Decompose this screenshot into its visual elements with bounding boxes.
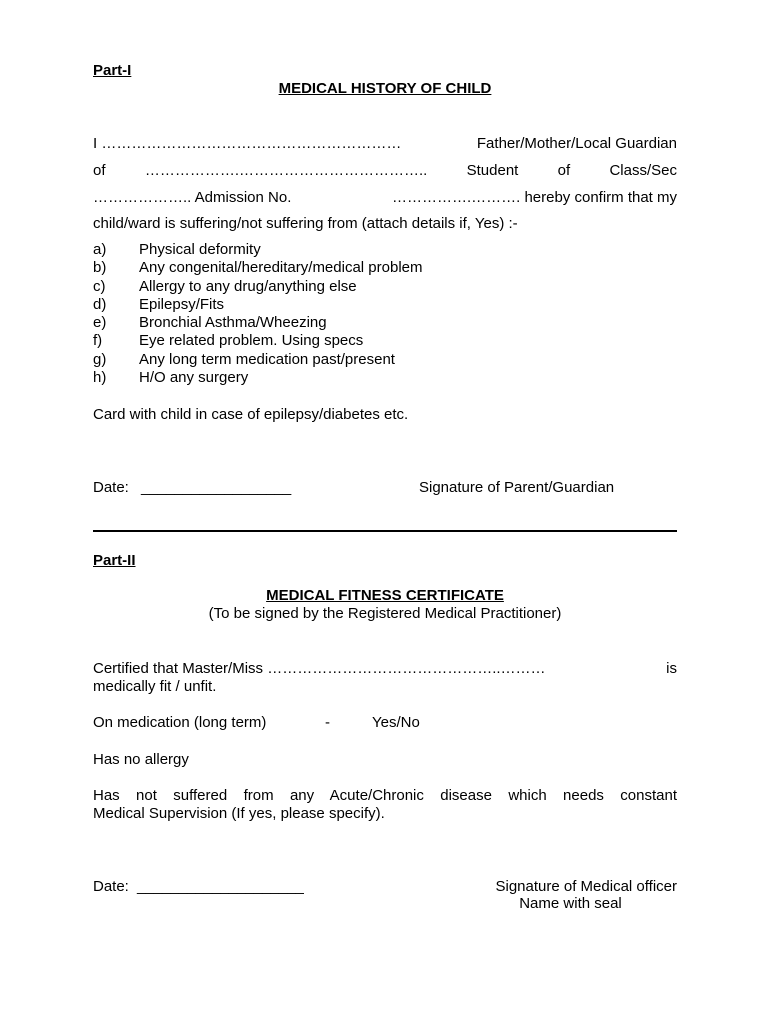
part1-date-field — [93, 479, 291, 496]
list-item: d) Epilepsy/Fits — [93, 295, 225, 313]
name-with-seal-label: Name with seal — [519, 895, 622, 912]
part2-title: MEDICAL FITNESS CERTIFICATE — [266, 587, 504, 604]
part2-date-field — [93, 878, 304, 895]
of-text: of — [93, 162, 106, 179]
list-item: g) Any long term medication past/present — [93, 350, 395, 368]
guardian-name-blank: I …………………………………………………… — [93, 135, 402, 152]
medication-value: Yes/No — [372, 714, 420, 731]
fit-unfit-text: medically fit / unfit. — [93, 678, 217, 695]
medication-dash: - — [325, 714, 330, 731]
list-item: h) H/O any surgery — [93, 369, 249, 387]
parent-signature-label: Signature of Parent/Guardian — [419, 479, 615, 496]
part2-label: Part-II — [93, 552, 136, 569]
medication-label: On medication (long term) — [93, 714, 267, 731]
date-blank: __________________ — [141, 479, 292, 496]
guardian-relation-text: Father/Mother/Local Guardian — [476, 135, 677, 152]
signature-label: Signature of Medical officer — [495, 878, 677, 895]
medical-officer-signature — [464, 878, 677, 912]
list-item: b) Any congenital/hereditary/medical problem — [93, 259, 423, 277]
part1-title: MEDICAL HISTORY OF CHILD — [278, 80, 492, 97]
of-text-2: of — [557, 162, 571, 179]
confirm-text: …………….………. hereby confirm that my — [391, 189, 677, 206]
date-label: Date: — [93, 479, 129, 496]
class-sec-text: Class/Sec — [609, 162, 677, 179]
part1-admission-line — [93, 189, 677, 206]
list-item: f) Eye related problem. Using specs — [93, 332, 364, 350]
part1-label: Part-I — [93, 62, 132, 79]
section-divider — [93, 530, 677, 532]
list-item: e) Bronchial Asthma/Wheezing — [93, 314, 327, 332]
disease-line-2: Medical Supervision (If yes, please specify). — [93, 805, 385, 822]
date-label: Date: — [93, 878, 129, 895]
student-name-blank: ……………….……………………………….. — [144, 162, 428, 179]
condition-list — [93, 241, 422, 387]
admission-label: ……………….. Admission No. — [93, 189, 292, 206]
part1-guardian-line — [93, 135, 677, 152]
suffering-statement: child/ward is suffering/not suffering from (attach details if, Yes) :- — [93, 215, 518, 232]
list-item: a) Physical deformity — [93, 241, 261, 258]
disease-line-1: Has not suffered from any Acute/Chronic disease which needs constant — [93, 787, 677, 804]
allergy-text: Has no allergy — [93, 751, 189, 768]
certified-text: Certified that Master/Miss ………………………………………..……… — [93, 660, 546, 677]
card-note: Card with child in case of epilepsy/diabetes etc. — [93, 406, 409, 423]
certified-is-text: is — [666, 660, 677, 677]
certified-line — [93, 660, 677, 677]
date-blank: ____________________ — [137, 878, 304, 895]
student-text: Student — [466, 162, 519, 179]
part1-student-line — [93, 162, 677, 179]
list-item: c) Allergy to any drug/anything else — [93, 277, 357, 295]
part2-subtitle: (To be signed by the Registered Medical Practitioner) — [208, 605, 562, 622]
